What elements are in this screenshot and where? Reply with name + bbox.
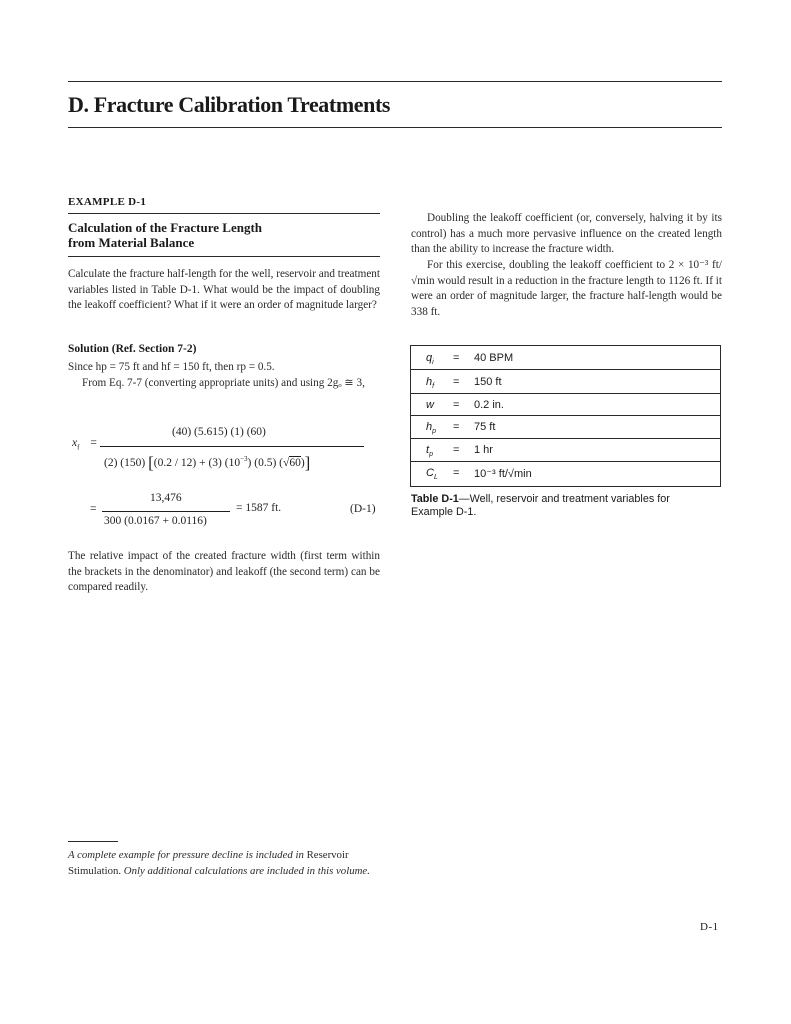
- eq1-den-exp: −3: [240, 455, 248, 464]
- from-eq-line: From Eq. 7-7 (converting appropriate units) and using 2gₒ ≅ 3,: [82, 376, 365, 389]
- table-symbol-sub: i: [432, 359, 434, 367]
- table-row: [410, 373, 720, 393]
- eq2-result: = 1587 ft.: [236, 502, 282, 514]
- table-equals: =: [453, 376, 460, 388]
- table-caption-text: —Well, reservoir and treatment variables for Example D-1.: [411, 493, 670, 518]
- eq1-lhs: [72, 437, 97, 451]
- table-symbol: [426, 421, 436, 435]
- table-value: 150 ft: [474, 376, 502, 388]
- page-number: D-1: [700, 921, 719, 933]
- eq2-equals: =: [90, 503, 97, 515]
- header-top-rule: [68, 81, 722, 82]
- table-row-divider: [410, 438, 721, 439]
- example-title-bottom-rule: [68, 256, 380, 257]
- eq1-denominator: [104, 453, 310, 473]
- eq1-bracket-open: [: [148, 453, 154, 472]
- table-caption-label: Table D-1: [411, 493, 459, 505]
- example-title-line1: Calculation of the Fracture Length: [68, 220, 263, 235]
- eq2-fraction-line: [102, 511, 230, 512]
- example-title-line2: from Material Balance: [68, 235, 195, 250]
- table-symbol-main: w: [426, 399, 434, 411]
- table-symbol: [426, 444, 433, 458]
- eq1-den-c: ) (0.5) (: [247, 457, 283, 469]
- sqrt-icon: √: [283, 457, 290, 469]
- table-row: [410, 396, 720, 416]
- footnote-part2: Reservoir Stimulation.: [68, 849, 349, 877]
- table-top-border: [410, 345, 721, 346]
- solution-conclusion: The relative impact of the created fracture width (first term within the brackets in the denominator) and leakoff (the second term) can be compared readily.: [68, 550, 380, 594]
- eq1-numerator: (40) (5.615) (1) (60): [172, 426, 266, 438]
- table-symbol: [426, 399, 434, 413]
- table-symbol-sub: p: [432, 428, 437, 436]
- table-value: 40 BPM: [474, 352, 514, 364]
- table-value: 10⁻³ ft/√min: [474, 468, 532, 480]
- table-row-divider: [410, 461, 721, 462]
- footnote-part1: A complete example for pressure decline is included in: [68, 849, 304, 861]
- example-label: EXAMPLE D-1: [68, 196, 147, 208]
- eq1-den-root: 60: [289, 457, 301, 469]
- table-symbol: [426, 376, 434, 390]
- table-row-divider: [410, 393, 721, 394]
- solution-intro: [68, 360, 380, 391]
- table-symbol-sub: L: [433, 474, 438, 482]
- page-title: D. Fracture Calibration Treatments: [68, 92, 391, 117]
- table-row: [410, 441, 720, 461]
- table-symbol-sub: f: [432, 383, 435, 391]
- footnote-part3: Only additional calculations are included in this volume.: [123, 864, 370, 877]
- table-symbol-main: h: [426, 376, 433, 388]
- eq1-fraction-line: [100, 446, 364, 447]
- table-caption: [411, 493, 711, 519]
- eq1-den-a: (2) (150): [104, 457, 146, 469]
- table-row-divider: [410, 369, 721, 370]
- example-title: [68, 220, 368, 250]
- table-right-border: [720, 345, 721, 487]
- eq1-bracket-close: ]: [304, 453, 311, 472]
- table-row: [410, 464, 720, 484]
- table-symbol: [426, 467, 438, 481]
- table-equals: =: [453, 467, 460, 479]
- eq1-equals: =: [90, 437, 97, 449]
- footnote-rule: [68, 841, 118, 842]
- eq1-lhs-sub: f: [77, 443, 80, 452]
- table-equals: =: [453, 399, 460, 411]
- table-value: 1 hr: [474, 444, 493, 456]
- table-symbol: [426, 352, 434, 366]
- header-bottom-rule: [68, 127, 722, 128]
- table-value: 75 ft: [474, 421, 496, 433]
- table-symbol-sub: p: [429, 451, 433, 459]
- eq2-numerator: 13,476: [150, 492, 182, 504]
- table-symbol-main: h: [426, 421, 433, 433]
- table-row: [410, 349, 720, 369]
- table-symbol-main: C: [426, 467, 434, 479]
- table-equals: =: [453, 421, 460, 433]
- table-value: 0.2 in.: [474, 399, 504, 411]
- table-equals: =: [453, 352, 460, 364]
- table-equals: =: [453, 444, 460, 456]
- eq1-den-b: (0.2 / 12) + (3) (10: [153, 457, 241, 469]
- eq2-label: (D-1): [350, 503, 376, 515]
- discussion-para2: For this exercise, doubling the leakoff coefficient to 2 × 10⁻³ ft/√min would result in a reduction in the fracture length to 1126 ft. If it were an order of magnitude larger, the fracture half-length would be 338 ft.: [411, 259, 722, 318]
- example-problem-text: Calculate the fracture half-length for the well, reservoir and treatment variables listed in Table D-1. What would be the impact of doubling the leakoff coefficient? What if it were an order of magnitude larger?: [68, 268, 380, 312]
- eq1-den-d: ): [300, 457, 305, 469]
- eq1-lhs-symbol: x: [72, 437, 78, 449]
- footnote: [68, 848, 380, 879]
- solution-heading: Solution (Ref. Section 7-2): [68, 343, 197, 355]
- table-row-divider: [410, 415, 721, 416]
- table-symbol-main: q: [426, 352, 433, 364]
- eq2-denominator: 300 (0.0167 + 0.0116): [104, 515, 207, 527]
- table-bottom-border: [410, 486, 721, 487]
- table-symbol-main: t: [426, 444, 430, 456]
- table-row: [410, 418, 720, 438]
- since-line: Since hp = 75 ft and hf = 150 ft, then rp = 0.5.: [68, 361, 275, 373]
- discussion-para1: Doubling the leakoff coefficient (or, conversely, halving it by its control) has a much more pervasive influence on the created length than the ability to increase the fracture width.: [411, 212, 722, 256]
- example-title-top-rule: [68, 213, 380, 214]
